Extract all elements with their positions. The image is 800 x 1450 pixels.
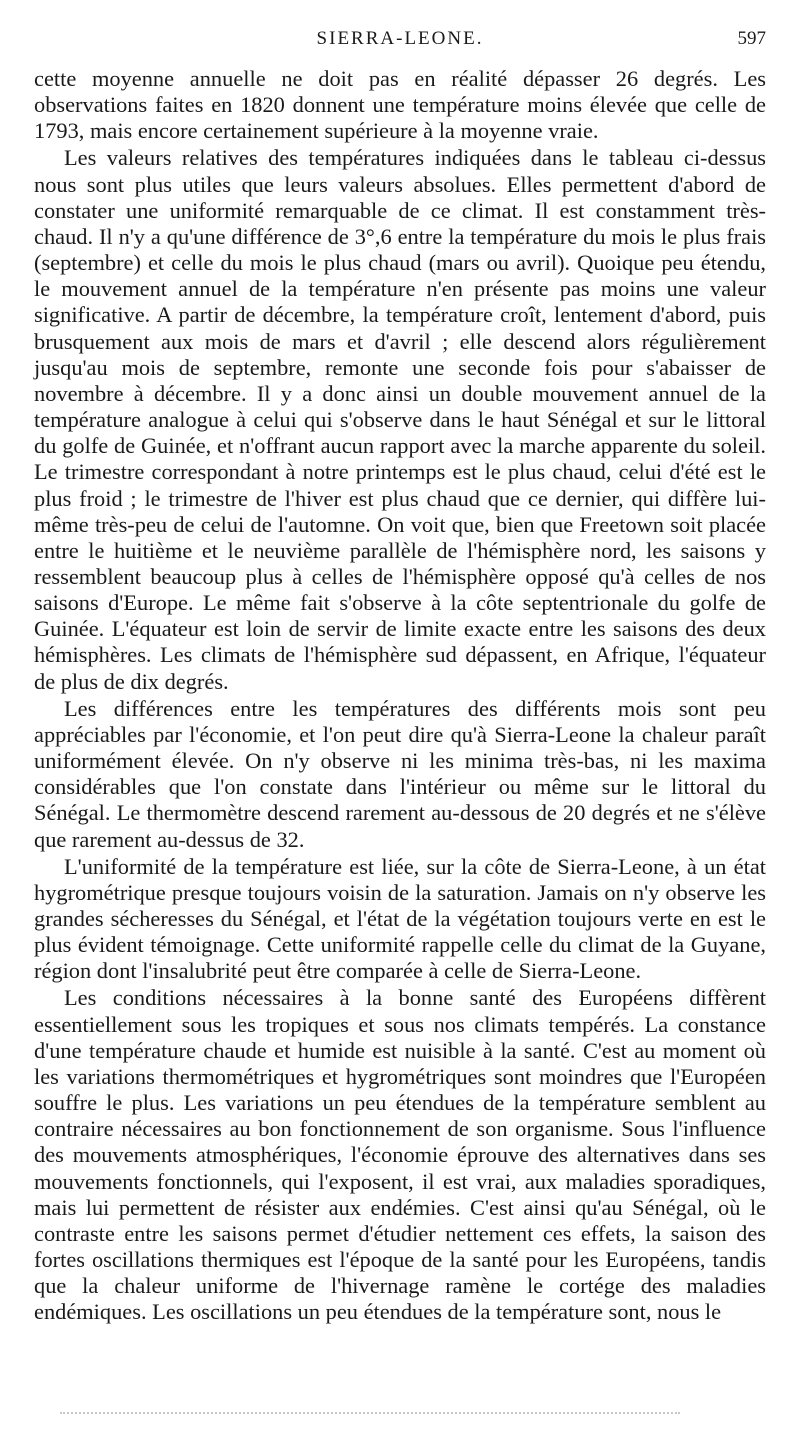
paragraph-temperature-values: Les valeurs relatives des températures indiquées dans le tableau ci-dessus nous sont plus utiles que leurs valeurs absolues. Elles permettent d'abord de constater une uniformité remarquable de ce climat. Il est constamment très-chaud. Il n'y a qu'une différence de 3°,6 entre la température du mois le plus frais (septembre) et celle du mois le plus chaud (mars ou avril). Quoique peu étendu, le mouvement annuel de la température n'en présente pas moins une valeur significative. A partir de décembre, la température croît, lentement d'abord, puis brusquement aux mois de mars et d'avril ; elle descend alors régulièrement jusqu'au mois de septembre, remonte une seconde fois pour s'abaisser de novembre à décembre. Il y a donc ainsi un double mouvement annuel de la température analogue à celui qui s'observe dans le haut Sénégal et sur le littoral du golfe de Guinée, et n'offrant aucun rapport avec la marche apparente du soleil. Le trimestre correspondant à notre printemps est le plus chaud, celui d'été est le plus froid ; le trimestre de l'hiver est plus chaud que ce dernier, qui diffère lui-même très-peu de celui de l'automne. On voit que, bien que Freetown soit placée entre le huitième et le neuvième parallèle de l'hémisphère nord, les saisons y ressemblent beaucoup plus à celles de l'hémisphère opposé qu'à celles de nos saisons d'Europe. Le même fait s'observe à la côte septentrionale du golfe de Guinée. L'équateur est loin de servir de limite exacte entre les saisons des deux hémisphères. Les climats de l'hémisphère sud dépassent, en Afrique, l'équateur de plus de dix degrés.: [34, 145, 766, 694]
paragraph-monthly-differences: Les différences entre les températures des différents mois sont peu appréciables par l'économie, et l'on peut dire qu'à Sierra-Leone la chaleur paraît uniformément élevée. On n'y observe ni les minima très-bas, ni les maxima considérables que l'on constate dans l'intérieur ou même sur le littoral du Sénégal. Le thermomètre descend rarement au-dessous de 20 degrés et ne s'élève que rarement au-dessus de 32.: [34, 695, 766, 852]
paragraph-continued: cette moyenne annuelle ne doit pas en réalité dépasser 26 degrés. Les observations faites en 1820 donnent une température moins élevée que celle de 1793, mais encore certainement supérieure à la moyenne vraie.: [34, 66, 766, 144]
running-header: [34, 28, 766, 56]
page-number: 597: [737, 28, 766, 49]
book-page: [34, 28, 766, 1326]
scan-footer-artifact: [60, 1412, 680, 1414]
text-body: [34, 66, 766, 1326]
running-title: SIERRA-LEONE.: [316, 28, 484, 49]
paragraph-uniformity-humidity: L'uniformité de la température est liée, sur la côte de Sierra-Leone, à un état hygrométrique presque toujours voisin de la saturation. Jamais on n'y observe les grandes sécheresses du Sénégal, et l'état de la végétation toujours verte en est le plus évident témoignage. Cette uniformité rappelle celle du climat de la Guyane, région dont l'insalubrité peut être comparée à celle de Sierra-Leone.: [34, 853, 766, 984]
paragraph-european-health: Les conditions nécessaires à la bonne santé des Européens diffèrent essentiellement sous les tropiques et sous nos climats tempérés. La constance d'une température chaude et humide est nuisible à la santé. C'est au moment où les variations thermométriques et hygrométriques sont moindres que l'Européen souffre le plus. Les variations un peu étendues de la température semblent au contraire nécessaires au bon fonctionnement de son organisme. Sous l'influence des mouvements atmosphériques, l'économie éprouve des alternatives dans ses mouvements fonctionnels, qui l'exposent, il est vrai, aux maladies sporadiques, mais lui permettent de résister aux endémies. C'est ainsi qu'au Sénégal, où le contraste entre les saisons permet d'étudier nettement ces effets, la saison des fortes oscillations thermiques est l'époque de la santé pour les Européens, tandis que la chaleur uniforme de l'hivernage ramène le cortége des maladies endémiques. Les oscillations un peu étendues de la température sont, nous le: [34, 985, 766, 1325]
